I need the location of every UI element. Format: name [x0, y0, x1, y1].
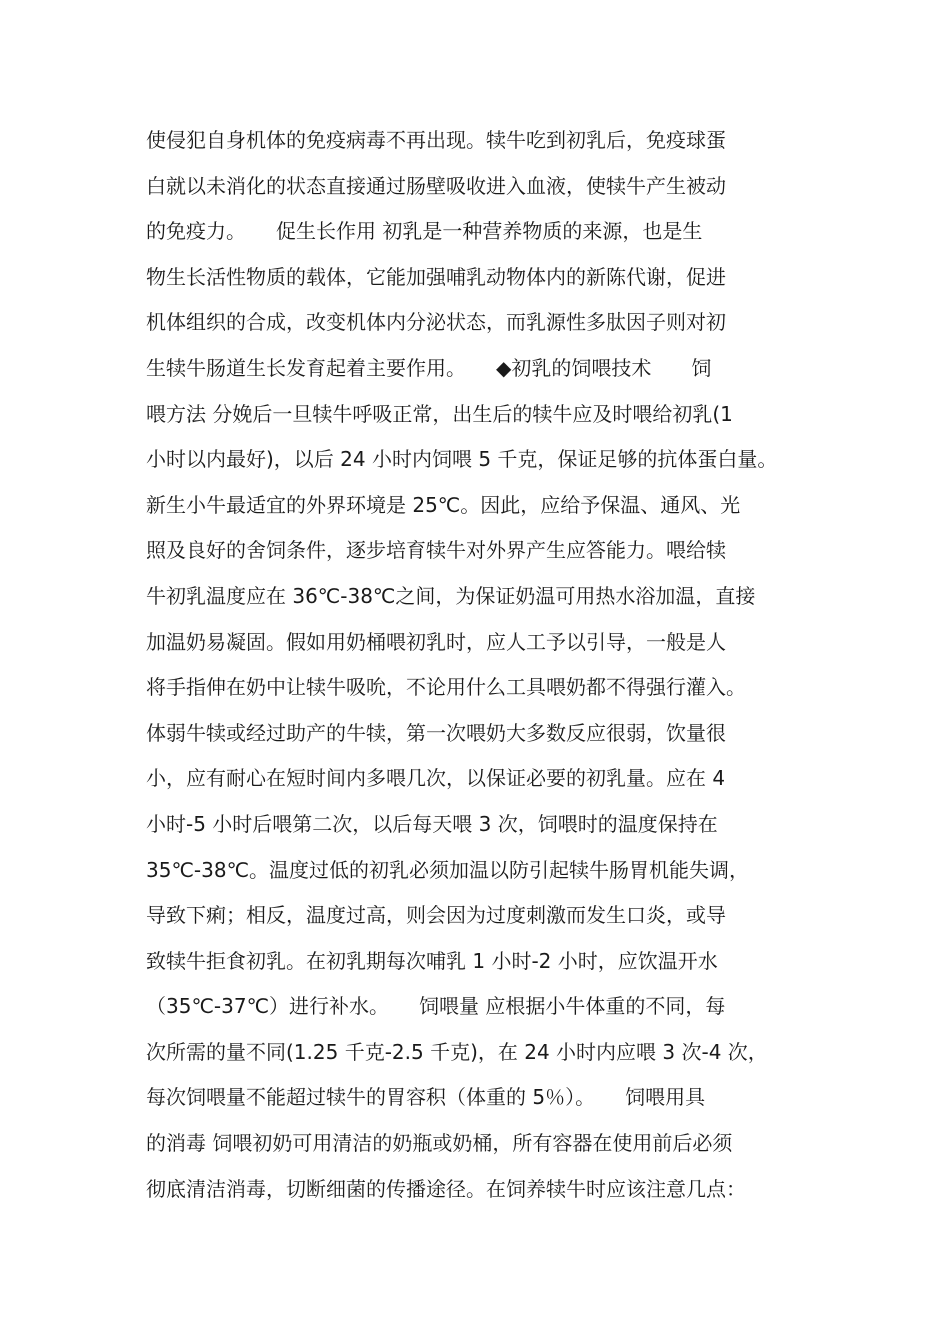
text-line: 使侵犯自身机体的免疫病毒不再出现。犊牛吃到初乳后，免疫球蛋	[146, 128, 726, 152]
text-line: 彻底清洁消毒，切断细菌的传播途径。在饲养犊牛时应该注意几点：	[146, 1176, 746, 1201]
text-line: 的免疫力。 促生长作用 初乳是一种营养物质的来源，也是生	[146, 219, 703, 244]
text-line: 白就以未消化的状态直接通过肠壁吸收进入血液，使犊牛产生被动	[146, 173, 726, 198]
text-line: 生犊牛肠道生长发育起着主要作用。 ◆初乳的饲喂技术 饲	[146, 355, 712, 380]
text-line: 次所需的量不同(1.25 千克-2.5 千克)，在 24 小时内应喂 3 次-4 次，	[146, 1039, 768, 1064]
text-line: 导致下痢；相反，温度过高，则会因为过度刺激而发生口炎，或导	[146, 903, 726, 928]
text-line: 新生小牛最适宜的外界环境是 25℃。因此，应给予保温、通风、光	[146, 492, 741, 517]
text-line: 每次饲喂量不能超过犊牛的胃容积（体重的 5％）。 饲喂用具	[146, 1085, 706, 1110]
text-line: 照及良好的舍饲条件，逐步培育犊牛对外界产生应答能力。喂给犊	[146, 538, 726, 563]
text-line: 小时-5 小时后喂第二次，以后每天喂 3 次，饲喂时的温度保持在	[146, 811, 718, 836]
text-line: 机体组织的合成，改变机体内分泌状态，而乳源性多肽因子则对初	[146, 310, 726, 335]
text-line: （35℃-37℃）进行补水。 饲喂量 应根据小牛体重的不同，每	[146, 994, 726, 1019]
text-line: 致犊牛拒食初乳。在初乳期每次哺乳 1 小时-2 小时，应饮温开水	[146, 948, 718, 973]
text-line: 小，应有耐心在短时间内多喂几次，以保证必要的初乳量。应在 4	[146, 766, 726, 791]
text-line: 小时以内最好)，以后 24 小时内饲喂 5 千克，保证足够的抗体蛋白量。	[146, 447, 778, 472]
body-text	[146, 118, 826, 1212]
text-line: 牛初乳温度应在 36℃-38℃之间，为保证奶温可用热水浴加温，直接	[146, 583, 756, 608]
text-line: 物生长活性物质的载体，它能加强哺乳动物体内的新陈代谢，促进	[146, 264, 726, 289]
text-line: 的消毒 饲喂初奶可用清洁的奶瓶或奶桶，所有容器在使用前后必须	[146, 1131, 733, 1156]
text-line: 35℃-38℃。温度过低的初乳必须加温以防引起犊牛肠胃机能失调，	[146, 857, 750, 882]
text-line: 喂方法 分娩后一旦犊牛呼吸正常，出生后的犊牛应及时喂给初乳(1	[146, 401, 733, 426]
text-line: 将手指伸在奶中让犊牛吸吮，不论用什么工具喂奶都不得强行灌入。	[146, 675, 746, 700]
text-line: 加温奶易凝固。假如用奶桶喂初乳时，应人工予以引导，一般是人	[146, 629, 726, 654]
text-line: 体弱牛犊或经过助产的牛犊，第一次喂奶大多数反应很弱，饮量很	[146, 720, 726, 745]
